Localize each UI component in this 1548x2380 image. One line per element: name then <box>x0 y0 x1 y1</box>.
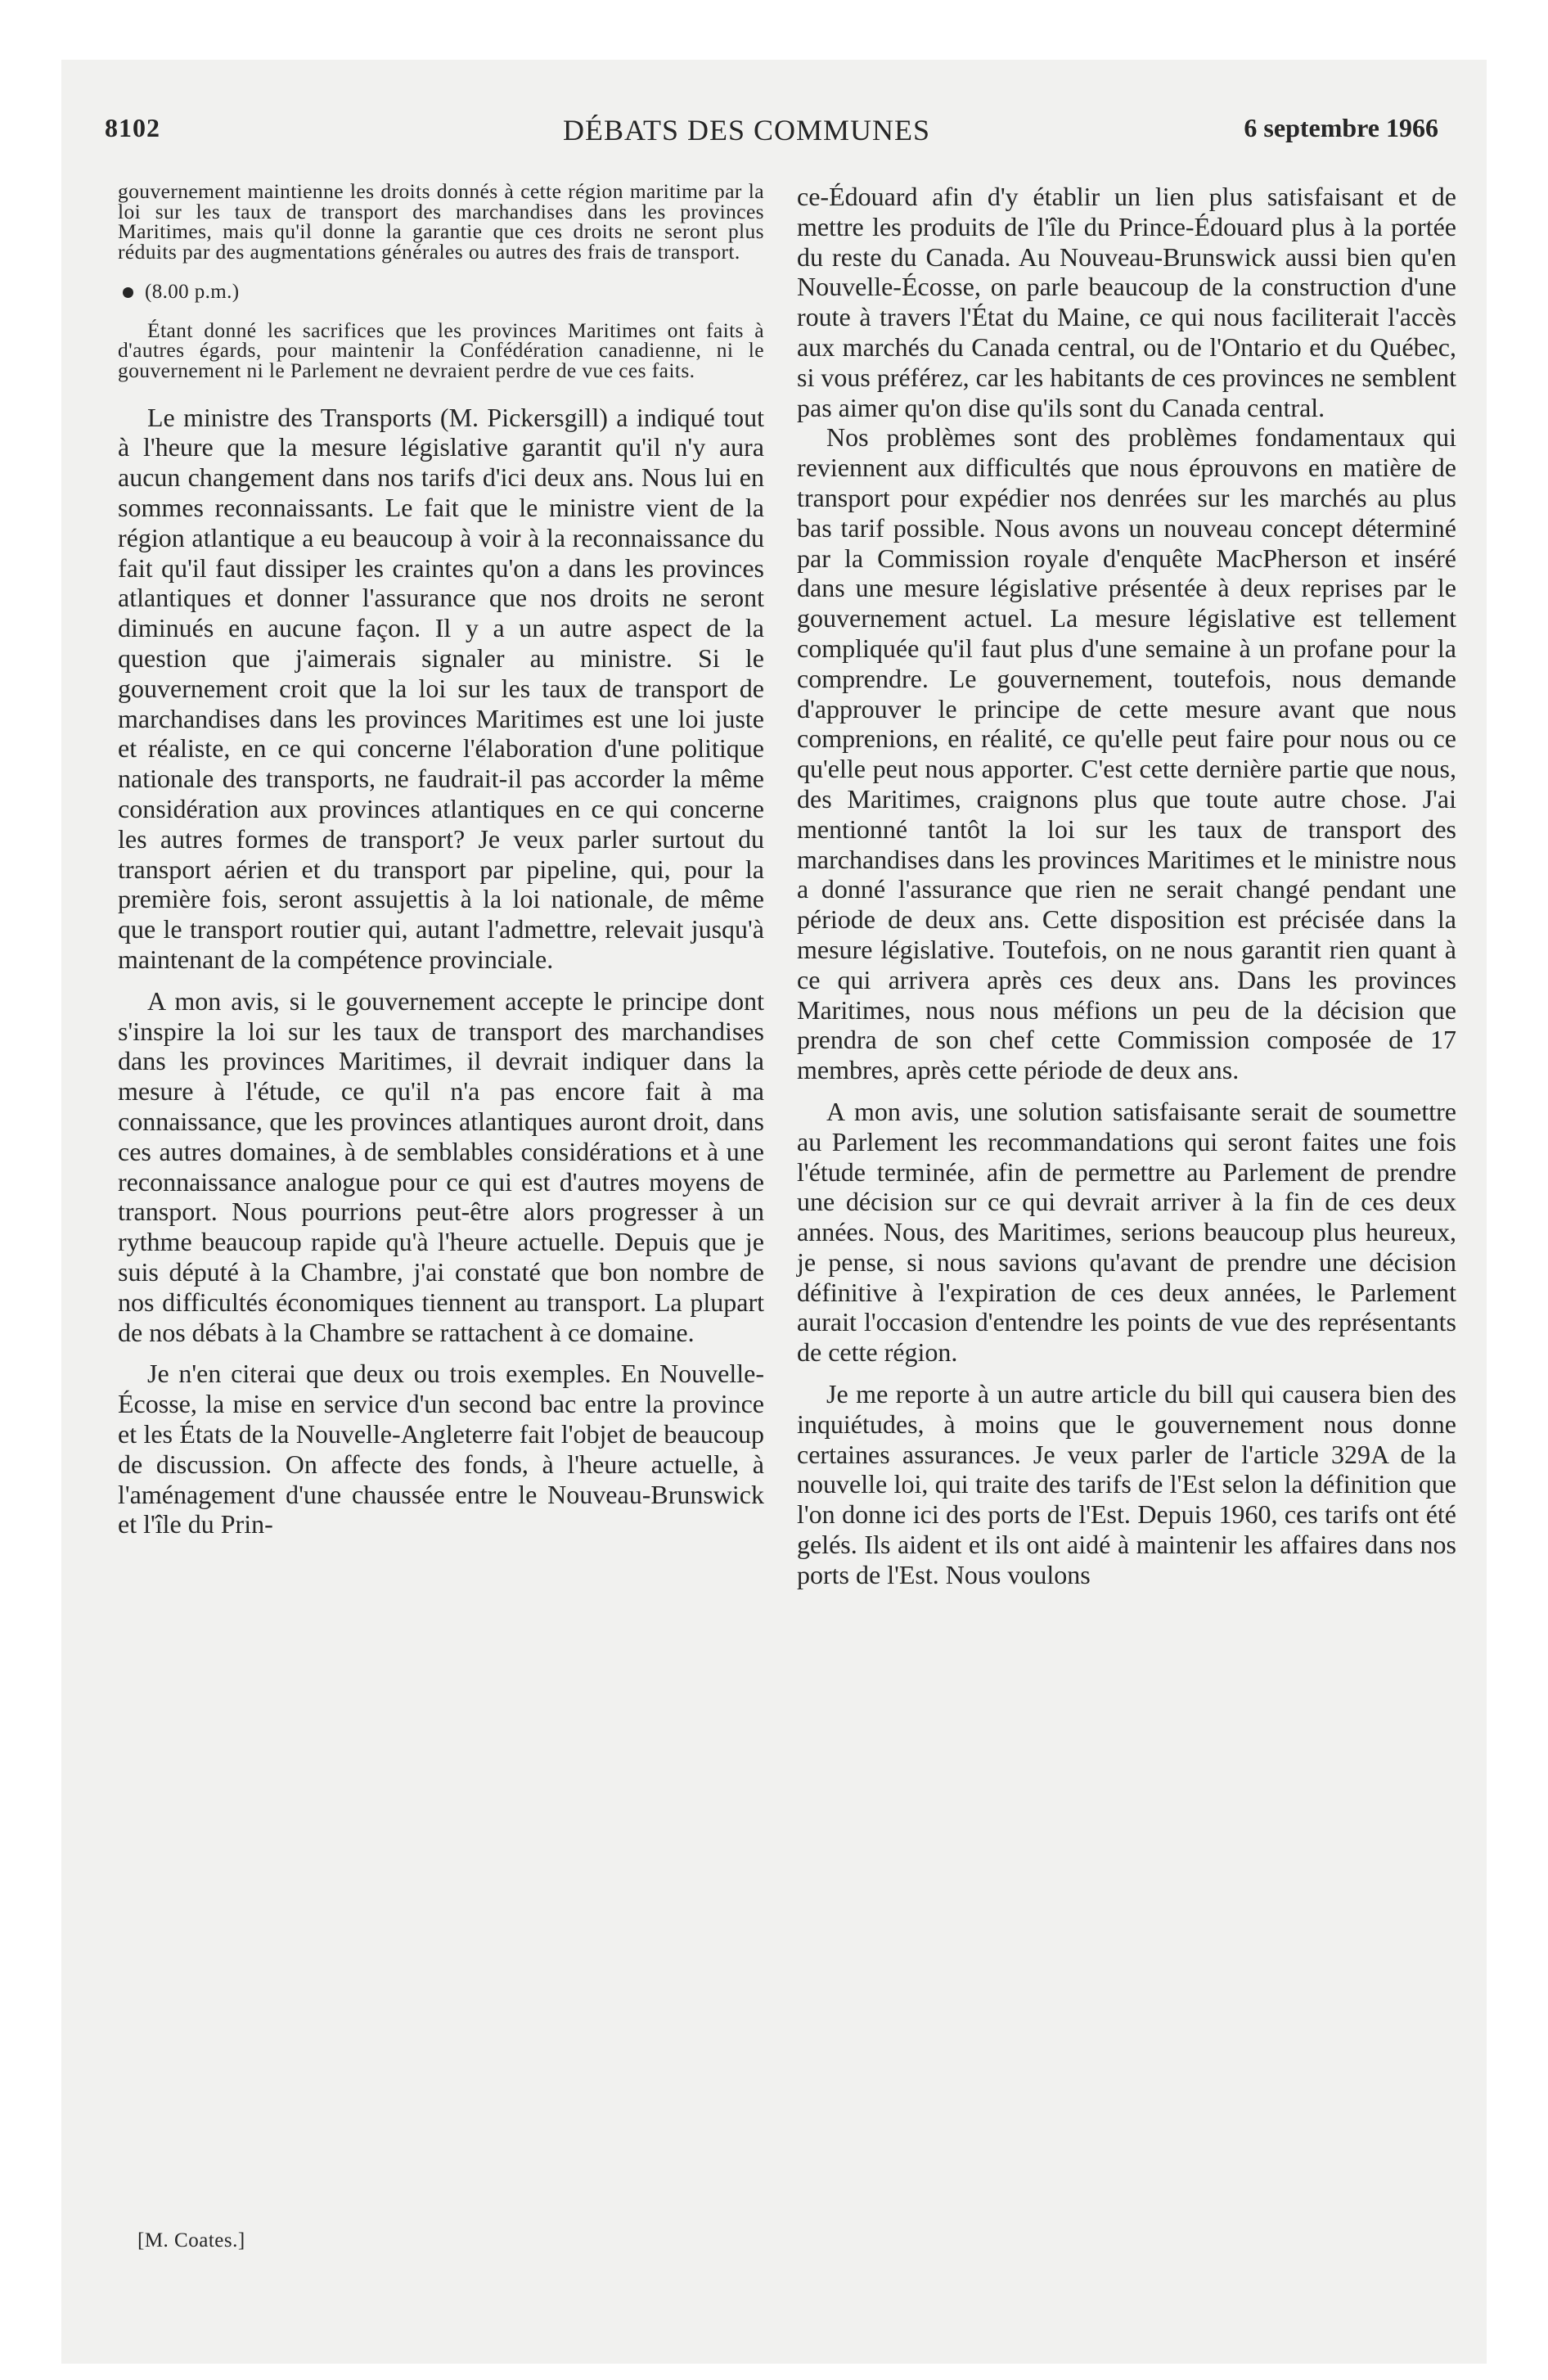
speaker-attribution: [M. Coates.] <box>137 2229 245 2252</box>
page-date: 6 septembre 1966 <box>1244 113 1438 142</box>
body-paragraph: Nos problèmes sont des problèmes fondamentaux qui reviennent aux difficultés que nous éprouvons en matière de transport pour expédier nos denrées sur les marchés au plus bas tarif possible. Nous avons un nouveau concept déterminé par la Commission royale d'enquête MacPherson et inséré dans une mesure législative présentée à deux reprises par le gouvernement actuel. La mesure législative est tellement compliquée qu'il faut plus d'une semaine à un profane pour la comprendre. Le gouvernement, toutefois, nous demande d'approuver le principe de cette mesure avant que nous comprenions, en réalité, ce qu'elle peut faire pour nous ou ce qu'elle peut nous apporter. C'est cette dernière partie que nous, des Maritimes, craignons plus que toute autre chose. J'ai mentionné tantôt la loi sur les taux de transport des marchandises dans les provinces Maritimes et le ministre nous a donné l'assurance que rien ne serait changé pendant une période de deux ans. Cette disposition est précisée dans la mesure législative. Toutefois, on ne nous garantit rien quant à ce qui arrivera après ces deux ans. Dans les provinces Maritimes, nous nous méfions un peu de la décision que prendra de son chef cette Commission composée de 17 membres, après cette période de deux ans. <box>797 422 1456 1085</box>
body-paragraph: ce-Édouard afin d'y établir un lien plus satisfaisant et de mettre les produits de l'île du Prince-Édouard plus à la portée du reste du Canada. Au Nouveau-Brunswick aussi bien qu'en Nouvelle-Écosse, on parle beaucoup de la construction d'une route à travers l'État du Maine, ce qui nous faciliterait l'accès aux marchés du Canada central, ou de l'Ontario et du Québec, si vous préférez, car les habitants de ces provinces ne semblent pas aimer qu'on dise qu'ils sont du Canada central. <box>797 182 1456 422</box>
page-header <box>105 113 1438 162</box>
small-paragraph: Étant donné les sacrifices que les provinces Maritimes ont faits à d'autres égards, pour maintenir la Confédération canadienne, ni le gouvernement ni le Parlement ne devraient perdre de vue ces faits. <box>118 318 764 382</box>
body-paragraph: Le ministre des Transports (M. Pickersgill) a indiqué tout à l'heure que la mesure législative garantit qu'il n'y aura aucun changement dans nos tarifs d'ici deux ans. Nous lui en sommes reconnaissants. Le fait que le ministre vient de la région atlantique a eu beaucoup à voir à la reconnaissance du fait qu'il faut dissiper les craintes qu'on a dans les provinces atlantiques et donner l'assurance que nos droits ne seront diminués en aucune façon. Il y a un autre aspect de la question que j'aimerais signaler au ministre. Si le gouvernement croit que la loi sur les taux de transport de marchandises dans les provinces Maritimes est une loi juste et réaliste, en ce qui concerne l'élaboration d'une politique nationale des transports, ne faudrait-il pas accorder la même considération aux provinces atlantiques en ce qui concerne les autres formes de transport? Je veux parler surtout du transport aérien et du transport par pipeline, qui, pour la première fois, seront assujettis à la loi nationale, de même que le transport routier qui, autant l'admettre, relevait jusqu'à maintenant de la compétence provinciale. <box>118 402 764 974</box>
body-paragraph: A mon avis, une solution satisfaisante serait de soumettre au Parlement les recommandations qui seront faites une fois l'étude terminée, afin de permettre au Parlement de prendre une décision sur ce qui devrait arriver à la fin de ces deux années. Nous, des Maritimes, serions beaucoup plus heureux, je pense, si nous savions qu'avant de prendre une décision définitive à l'expiration de ces deux années, le Parlement aurait l'occasion d'entendre les points de vue des représentants de cette région. <box>797 1096 1456 1368</box>
body-paragraph: Je me reporte à un autre article du bill qui causera bien des inquiétudes, à moins que le gouvernement nous donne certaines assurances. Je veux parler de l'article 329A de la nouvelle loi, qui traite des tarifs de l'Est selon la définition que l'on donne ici des ports de l'Est. Depuis 1960, ces tarifs ont été gelés. Ils aident et ils ont aidé à maintenir les affaires dans nos ports de l'Est. Nous voulons <box>797 1379 1456 1589</box>
running-title: DÉBATS DES COMMUNES <box>563 114 931 146</box>
body-text-right <box>797 182 1456 1590</box>
body-paragraph: Je n'en citerai que deux ou trois exemples. En Nouvelle-Écosse, la mise en service d'un second bac entre la province et les États de la Nouvelle-Angleterre fait l'objet de beaucoup de discussion. On affecte des fonds, à l'heure actuelle, à l'aménagement d'une chaussée entre le Nouveau-Brunswick et l'île du Prin- <box>118 1359 764 1539</box>
left-column <box>118 179 764 1539</box>
body-text-left <box>118 403 764 1539</box>
time-marker <box>118 282 764 303</box>
bullet-icon <box>123 287 133 298</box>
body-paragraph: A mon avis, si le gouvernement accepte le principe dont s'inspire la loi sur les taux de transport des marchandises dans les provinces Maritimes, il devrait indiquer dans la mesure à l'étude, ce qu'il n'a pas encore fait à ma connaissance, que les provinces atlantiques auront droit, dans ces autres domaines, à de semblables considérations et à une reconnaissance analogue pour ce qui est d'autres moyens de transport. Nous pourrions peut-être alors progresser à un rythme beaucoup rapide qu'à l'heure actuelle. Depuis que je suis député à la Chambre, j'ai constaté que bon nombre de nos difficultés économiques tiennent au transport. La plupart de nos débats à la Chambre se rattachent à ce domaine. <box>118 985 764 1347</box>
page-number: 8102 <box>105 113 160 142</box>
right-column <box>797 182 1456 1590</box>
small-print-block <box>118 179 764 382</box>
time-marker-text: (8.00 p.m.) <box>145 280 240 303</box>
small-paragraph: gouvernement maintienne les droits donnés à cette région maritime par la loi sur les taux de transport des marchandises dans les provinces Maritimes, mais qu'il donne la garantie que ces droits ne seront plus réduits par des augmentations générales ou autres des frais de transport. <box>118 179 764 264</box>
